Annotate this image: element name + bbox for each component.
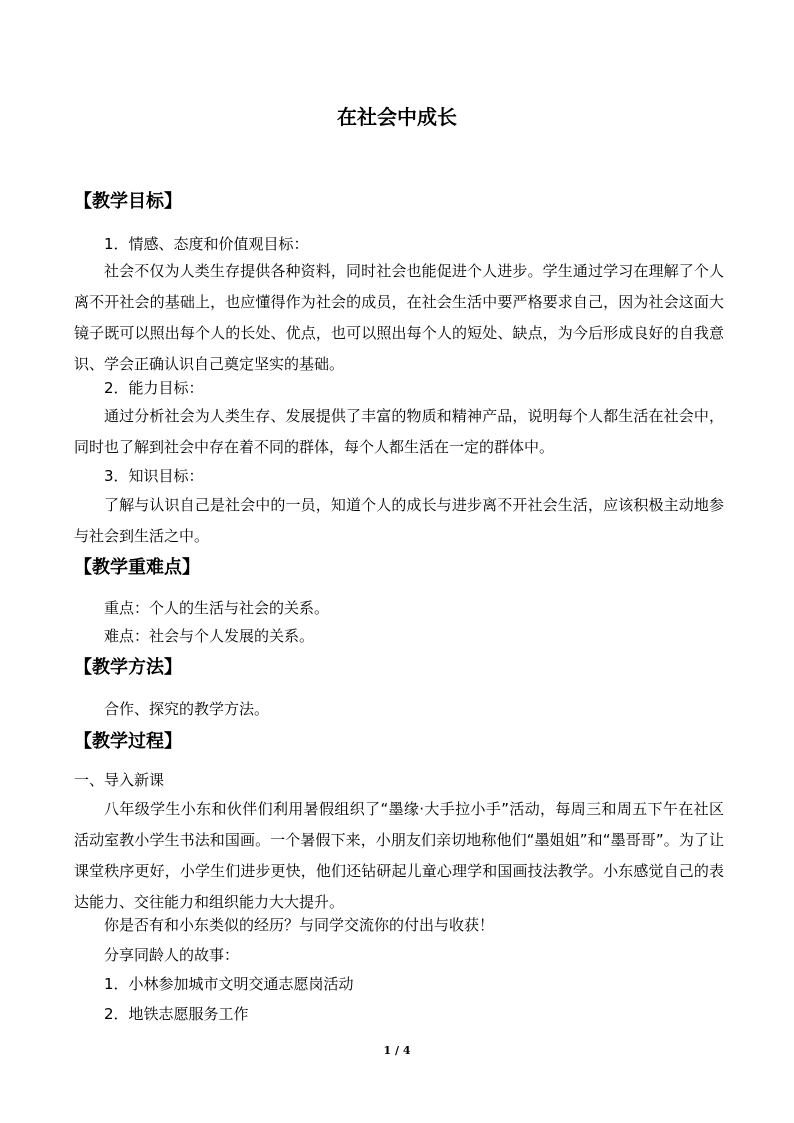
section-heading-key-points: 【教学重难点】 [74,557,200,578]
key-point-text: 重点：个人的生活与社会的关系。 [104,599,330,617]
page-number: 1 / 4 [383,1044,411,1057]
objective-2-label: 2．能力目标： [104,379,204,397]
difficult-point-text: 难点：社会与个人发展的关系。 [104,627,315,645]
objective-3-label: 3．知识目标： [104,467,204,485]
section-heading-methods: 【教学方法】 [74,657,182,678]
process-story-1: 1．小林参加城市文明交通志愿岗活动 [104,975,354,993]
document-title: 在社会中成长 [337,105,457,129]
objective-1-label: 1．情感、态度和价值观目标： [104,235,309,253]
objective-1-text: 社会不仅为人类生存提供各种资料，同时社会也能促进个人进步。学生通过学习在理解了个人离不开社会的基础上，也应懂得作为社会的成员，在社会生活中要严格要求自己，因为社会这面大镜子既可以照出每个人的长处、优点，也可以照出每个人的短处、缺点，为今后形成良好的自我意识、学会正确认识自己奠定坚实的基础。 [74,262,724,373]
process-discussion-prompt: 你是否有和小东类似的经历？与同学交流你的付出与收获！ [104,916,495,934]
section-heading-objectives: 【教学目标】 [74,191,182,212]
process-share-label: 分享同龄人的故事： [104,946,240,964]
objective-3-text: 了解与认识自己是社会中的一员，知道个人的成长与进步离不开社会生活，应该积极主动地参与社会到生活之中。 [74,496,724,545]
objective-2-text: 通过分析社会为人类生存、发展提供了丰富的物质和精神产品，说明每个人都生活在社会中，同时也了解到社会中存在着不同的群体，每个人都生活在一定的群体中。 [74,407,724,456]
process-story-2: 2．地铁志愿服务工作 [104,1005,249,1023]
process-intro-story: 八年级学生小东和伙伴们利用暑假组织了“墨缘·大手拉小手”活动，每周三和周五下午在社区活动室教小学生书法和国画。一个暑假下来，小朋友们亲切地称他们“墨姐姐”和“墨哥哥”。为了让课堂秩序更好，小学生们进步更快，他们还钻研起儿童心理学和国画技法教学。小东感觉自己的表达能力、交往能力和组织能力大大提升。 [74,800,724,911]
section-heading-process: 【教学过程】 [74,731,182,752]
methods-text: 合作、探究的教学方法。 [104,700,270,718]
process-step-1-heading: 一、导入新课 [74,771,165,789]
